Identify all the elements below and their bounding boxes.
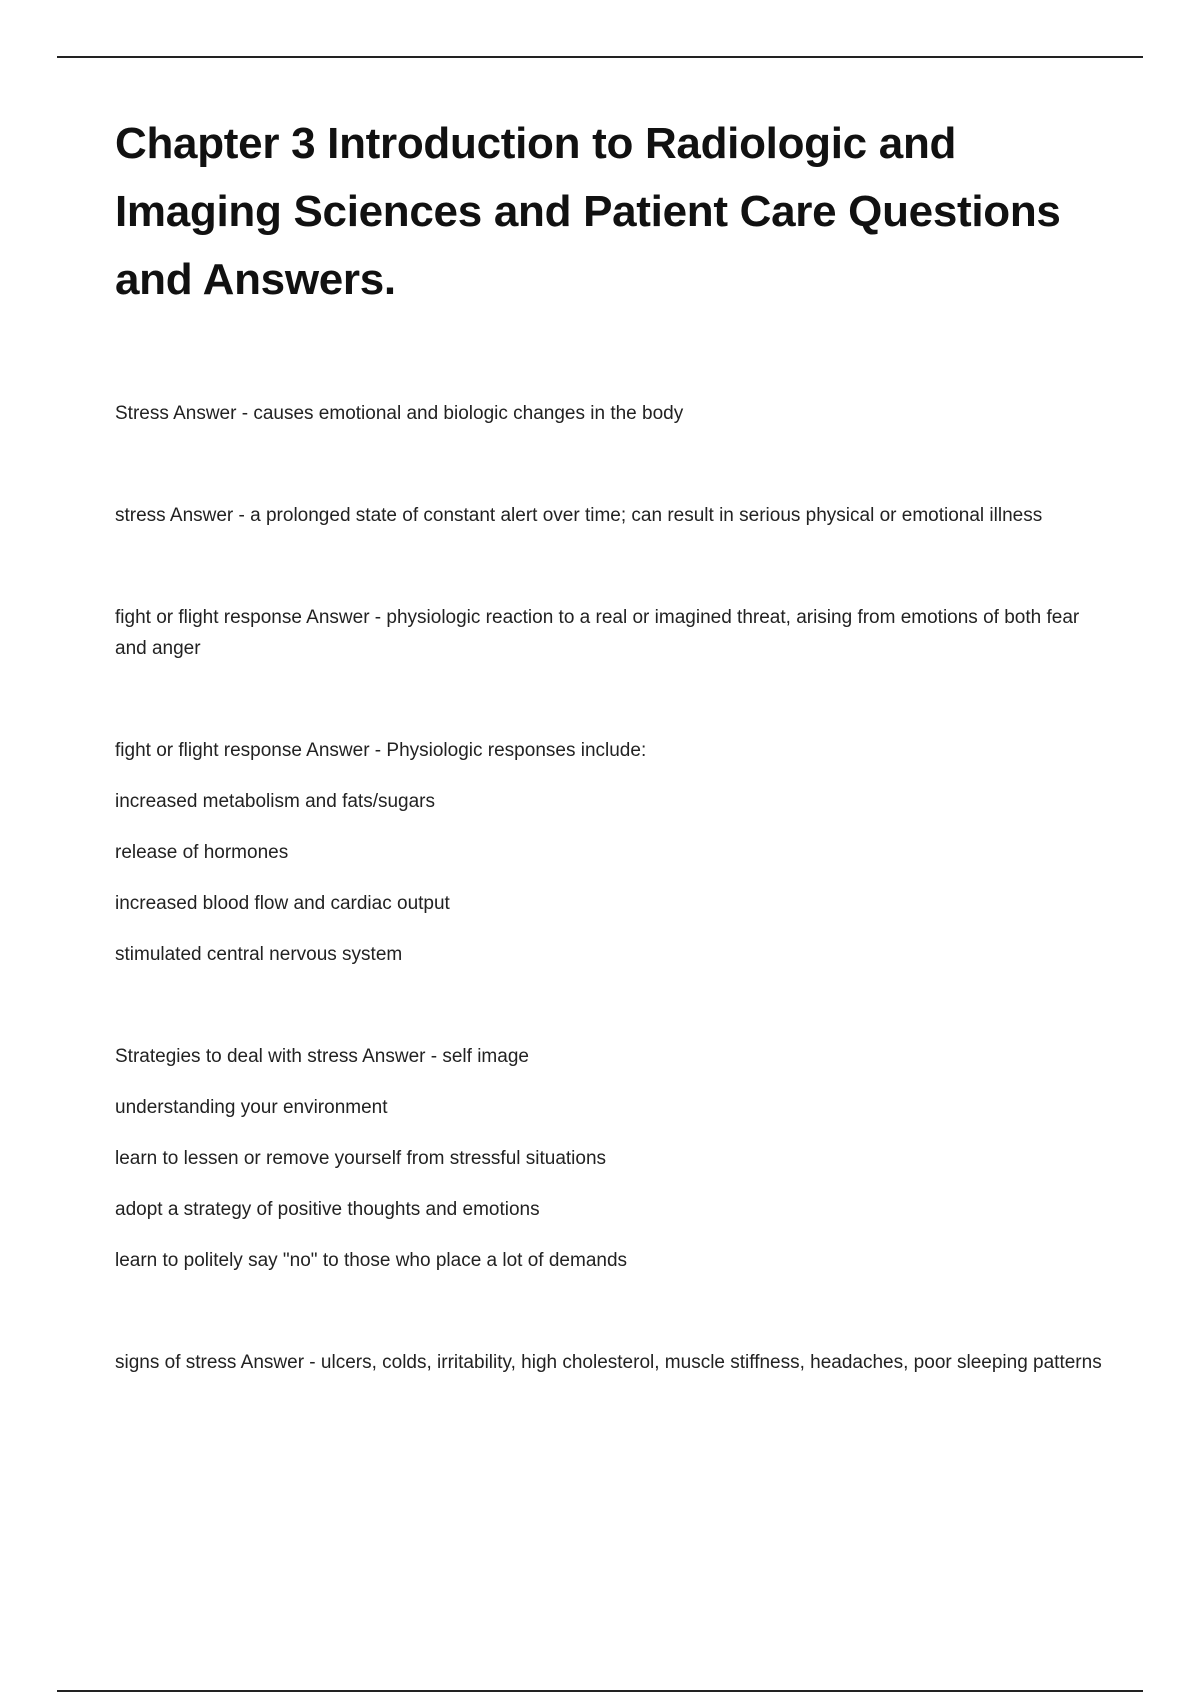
qa-text: Strategies to deal with stress Answer - self image [115,1046,529,1067]
top-divider [57,56,1143,58]
qa-list-item: learn to lessen or remove yourself from stressful situations [115,1148,607,1169]
document-page [115,110,1115,1449]
bottom-divider [57,1690,1143,1692]
qa-text: stress Answer - a prolonged state of constant alert over time; can result in serious physical or emotional illness [115,505,1043,526]
qa-list-item: understanding your environment [115,1097,388,1118]
qa-entry-fight-or-flight-responses [115,735,1115,970]
qa-list-item: learn to politely say "no" to those who place a lot of demands [115,1250,628,1271]
qa-list [115,398,1115,1378]
qa-list-item: increased metabolism and fats/sugars [115,791,435,812]
qa-list-item: adopt a strategy of positive thoughts and emotions [115,1199,540,1220]
qa-entry-stress-strategies [115,1041,1115,1276]
qa-list-item: release of hormones [115,842,289,863]
qa-list-item: stimulated central nervous system [115,944,403,965]
document-title: Chapter 3 Introduction to Radiologic and Imaging Sciences and Patient Care Questions and Answers. [115,119,1061,304]
qa-text: fight or flight response Answer - Physiologic responses include: [115,740,647,761]
qa-text: fight or flight response Answer - physiologic reaction to a real or imagined threat, arising from emotions of both fear and anger [115,607,1080,659]
qa-entry-stress-prolonged [115,500,1115,531]
qa-entry-fight-or-flight [115,602,1115,664]
qa-text: signs of stress Answer - ulcers, colds, irritability, high cholesterol, muscle stiffness, headaches, poor sleeping patterns [115,1352,1102,1373]
qa-entry-signs-of-stress [115,1347,1115,1378]
qa-entry-stress-definition [115,398,1115,429]
qa-list-item: increased blood flow and cardiac output [115,893,450,914]
qa-text: Stress Answer - causes emotional and biologic changes in the body [115,403,684,424]
